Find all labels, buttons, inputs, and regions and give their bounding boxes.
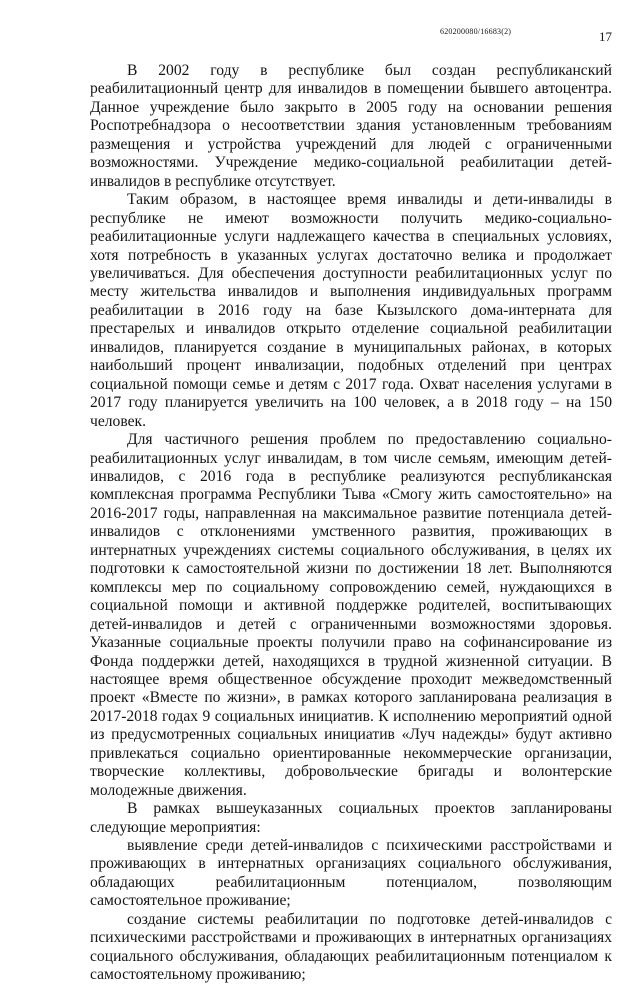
- paragraph-current-situation: Таким образом, в настоящее время инвалиды и дети-инвалиды в республике не имеют возможности получить медико-социально-реабилитационные услуги надлежащего качества в специальных условиях, хотя потребность в указанных услугах достаточно велика и продолжает увеличиваться. Для обеспечения доступности реабилитационных услуг по месту жительства инвалидов и выполнения индивидуальных программ реабилитации в 2016 году на базе Кызылского дома-интерната для престарелых и инвалидов открыто отделение социальной реабилитации инвалидов, планируется создание в муниципальных районах, в которых наибольший процент инвализации, подобных отделений при центрах социальной помощи семье и детям с 2017 года. Охват населения услугами в 2017 году планируется увеличить на 100 человек, а в 2018 году – на 150 человек.: [90, 191, 612, 430]
- list-item: создание системы реабилитации по подготовке детей-инвалидов с психическими расстройствами и проживающих в интернатных организациях социального обслуживания, обладающих реабилитационным потенциалом к самостоятельному проживанию;: [90, 910, 612, 984]
- paragraph-center-history: В 2002 году в республике был создан республиканский реабилитационный центр для инвалидов в помещении бывшего автоцентра. Данное учреждение было закрыто в 2005 году на основании решения Роспотребнадзора о несоответствии здания установленным требованиям размещения и устройства учреждений для людей с ограниченными возможностями. Учреждение медико-социальной реабилитации детей-инвалидов в республике отсутствует.: [90, 62, 612, 190]
- document-id: 620200080/16683(2): [440, 27, 512, 36]
- list-item: выявление среди детей-инвалидов с психическими расстройствами и проживающих в интернатных организациях социального обслуживания, обладающих реабилитационным потенциалом, позволяющим самостоятельное проживание;: [90, 837, 612, 910]
- paragraph-activities-intro: В рамках вышеуказанных социальных проектов запланированы следующие мероприятия:: [90, 800, 612, 836]
- page-number: 17: [599, 29, 612, 44]
- document-body: [90, 62, 612, 985]
- paragraph-program: Для частичного решения проблем по предоставлению социально-реабилитационных услуг инвалидам, в том числе семьям, имеющим детей-инвалидов, с 2016 года в республике реализуются республиканская комплексная программа Республики Тыва «Смогу жить самостоятельно» на 2016-2017 годы, направленная на максимальное развитие потенциала детей-инвалидов с отклонениями умственного развития, проживающих в интернатных учреждениях системы социального обслуживания, в целях их подготовки к самостоятельной жизни по достижении 18 лет. Выполняются комплексы мер по социальному сопровождению семей, нуждающихся в социальной помощи и активной поддержке родителей, воспитывающих детей-инвалидов и детей с ограниченными возможностями здоровья. Указанные социальные проекты получили право на софинансирование из Фонда поддержки детей, находящихся в трудной жизненной ситуации. В настоящее время общественное обсуждение проходит межведомственный проект «Вместе по жизни», в рамках которого запланирована реализация в 2017-2018 годах 9 социальных инициатив. К исполнению мероприятий одной из предусмотренных социальных инициатив «Луч надежды» будут активно привлекаться социально ориентированные некоммерческие организации, творческие коллективы, добровольческие бригады и волонтерские молодежные движения.: [90, 431, 612, 799]
